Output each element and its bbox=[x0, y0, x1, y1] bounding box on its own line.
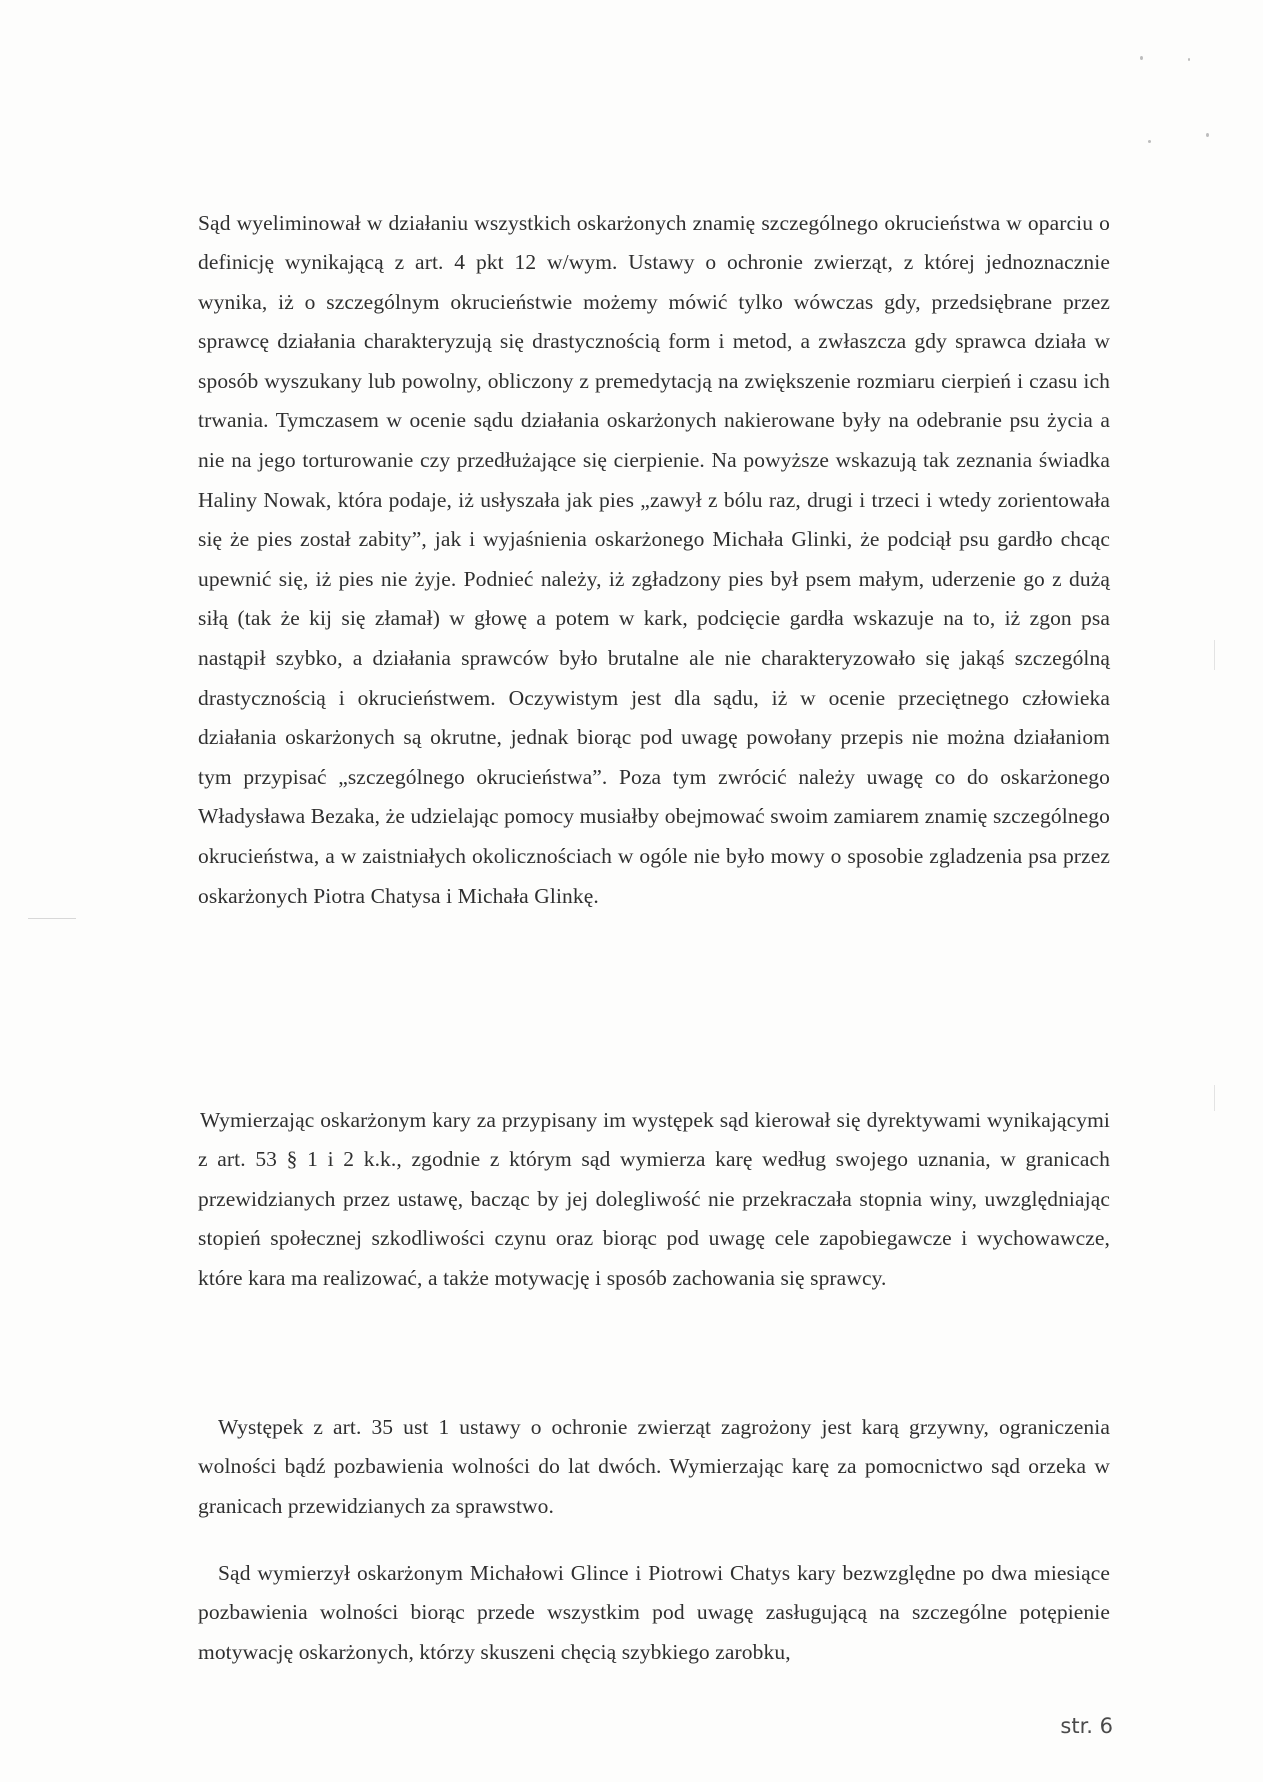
edge-scan-mark bbox=[1214, 1085, 1215, 1111]
edge-scan-mark bbox=[1214, 640, 1215, 670]
page-number: str. 6 bbox=[1060, 1714, 1113, 1738]
margin-scan-mark bbox=[28, 918, 76, 919]
paragraph-wymiar-kary: Wymierzając oskarżonym kary za przypisany im występek sąd kierował się dyrektywami wynikającymi z art. 53 § 1 i 2 k.k., zgodnie z którym sąd wymierza karę według swojego uznania, w granicach przewidzianych przez ustawę, bacząc by jej dolegliwość nie przekraczała stopnia winy, uwzględniając stopień społecznej szkodliwości czynu oraz biorąc pod uwagę cele zapobiegawcze i wychowawcze, które kara ma realizować, a także motywację i sposób zachowania się sprawcy. bbox=[198, 1107, 1110, 1290]
scan-speck bbox=[1188, 58, 1190, 61]
paragraph-wymierzone-kary: Sąd wymierzył oskarżonym Michałowi Glince i Piotrowi Chatys kary bezwzględne po dwa miesiące pozbawienia wolności biorąc przede wszystkim pod uwagę zasługującą na szczególne potępienie motywację oskarżonych, którzy skuszeni chęcią szybkiego zarobku, bbox=[198, 1560, 1110, 1664]
paragraph-zagrozenie-kara: Występek z art. 35 ust 1 ustawy o ochronie zwierząt zagrożony jest karą grzywny, ograniczenia wolności bądź pozbawienia wolności do lat dwóch. Wymierzając karę za pomocnictwo sąd orzeka w granicach przewidzianych za sprawstwo. bbox=[198, 1414, 1110, 1518]
paragraph-okrucienstwo: Sąd wyeliminował w działaniu wszystkich oskarżonych znamię szczególnego okrucieństwa w oparciu o definicję wynikającą z art. 4 pkt 12 w/wym. Ustawy o ochronie zwierząt, z której jednoznacznie wynika, iż o szczególnym okrucieństwie możemy mówić tylko wówczas gdy, przedsiębrane przez sprawcę działania charakteryzują się drastycznością form i metod, a zwłaszcza gdy sprawca działa w sposób wyszukany lub powolny, obliczony z premedytacją na zwiększenie rozmiaru cierpień i czasu ich trwania. Tymczasem w ocenie sądu działania oskarżonych nakierowane były na odebranie psu życia a nie na jego torturowanie czy przedłużające się cierpienie. Na powyższe wskazują tak zeznania świadka Haliny Nowak, która podaje, iż usłyszała jak pies „zawył z bólu raz, drugi i trzeci i wtedy zorientowała się że pies został zabity”, jak i wyjaśnienia oskarżonego Michała Glinki, że podciął psu gardło chcąc upewnić się, iż pies nie żyje. Podnieć należy, iż zgładzony pies był psem małym, uderzenie go z dużą siłą (tak że kij się złamał) w głowę a potem w kark, podcięcie gardła wskazuje na to, iż zgon psa nastąpił szybko, a działania sprawców było brutalne ale nie charakteryzowało się jakąś szczególną drastycznością i okrucieństwem. Oczywistym jest dla sądu, iż w ocenie przeciętnego człowieka działania oskarżonych są okrutne, jednak biorąc pod uwagę powołany przepis nie można działaniom tym przypisać „szczególnego okrucieństwa”. Poza tym zwrócić należy uwagę co do oskarżonego Władysława Bezaka, że udzielając pomocy musiałby obejmować swoim zamiarem znamię szczególnego okrucieństwa, a w zaistniałych okolicznościach w ogóle nie było mowy o sposobie zgladzenia psa przez oskarżonych Piotra Chatysa i Michała Glinkę. bbox=[198, 210, 1110, 908]
scan-speck bbox=[1206, 133, 1209, 137]
scan-speck bbox=[1140, 56, 1143, 60]
scan-speck bbox=[1148, 140, 1151, 143]
